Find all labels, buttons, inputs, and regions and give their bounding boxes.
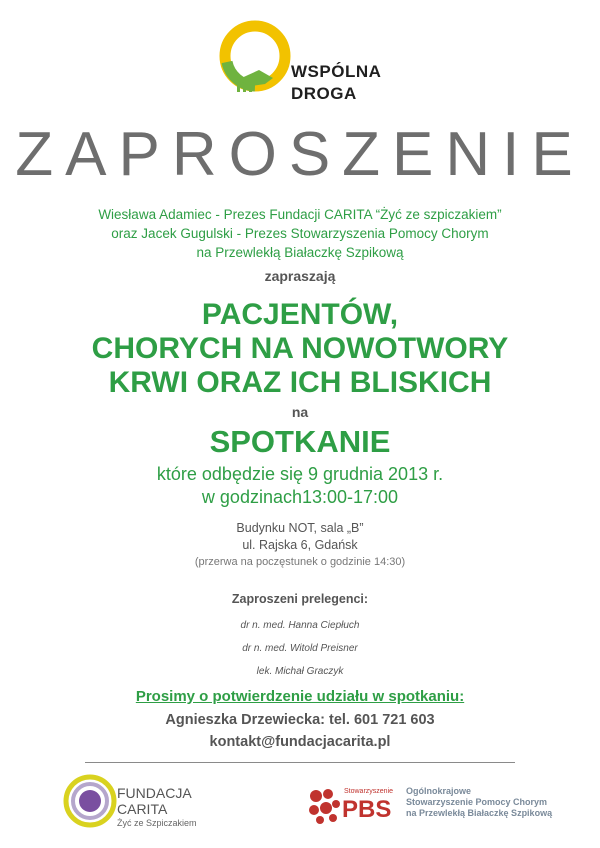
organizer-line: na Przewlekłą Białaczkę Szpikową bbox=[196, 245, 404, 260]
venue-address: ul. Rajska 6, Gdańsk bbox=[242, 538, 358, 552]
pbs-logo bbox=[306, 782, 566, 830]
divider bbox=[85, 762, 515, 763]
wspolna-droga-emblem-icon bbox=[215, 18, 295, 100]
headline bbox=[0, 298, 600, 400]
pbs-line: Ogólnokrajowe bbox=[406, 786, 472, 796]
speaker-item: lek. Michał Graczyk bbox=[256, 666, 344, 677]
organizers bbox=[0, 205, 600, 262]
carita-emblem-icon bbox=[62, 773, 118, 829]
headline-line: CHORYCH NA NOWOTWORY bbox=[91, 332, 509, 365]
contact-phone: Agnieszka Drzewiecka: tel. 601 721 603 bbox=[165, 712, 435, 728]
carita-name-1: FUNDACJA bbox=[117, 785, 192, 801]
logo-word-2: DROGA bbox=[291, 84, 357, 103]
carita-name-2: CARITA bbox=[117, 801, 168, 817]
pbs-full-name bbox=[406, 786, 552, 819]
break-note: (przerwa na poczęstunek o godzinie 14:30) bbox=[194, 556, 406, 568]
venue bbox=[0, 520, 600, 554]
speaker-item: dr n. med. Witold Preisner bbox=[242, 643, 358, 654]
organizer-line: Wiesława Adamiec - Prezes Fundacji CARITA “Żyć ze szpiczakiem” bbox=[98, 207, 502, 222]
headline-line: KRWI ORAZ ICH BLISKICH bbox=[108, 366, 492, 399]
carita-tagline: Żyć ze Szpiczakiem bbox=[117, 818, 197, 828]
page-title: ZAPROSZENIE bbox=[15, 120, 585, 189]
headline-line: PACJENTÓW, bbox=[201, 298, 399, 331]
carita-logo bbox=[62, 773, 242, 835]
speaker-item: dr n. med. Hanna Ciepłuch bbox=[240, 620, 360, 631]
event-date: które odbędzie się 9 grudnia 2013 r. bbox=[156, 464, 444, 484]
event-hours: w godzinach13:00-17:00 bbox=[201, 487, 399, 507]
organizer-line: oraz Jacek Gugulski - Prezes Stowarzyszenia Pomocy Chorym bbox=[111, 226, 489, 241]
confirm-note: Prosimy o potwierdzenie udziału w spotkaniu: bbox=[135, 688, 465, 705]
pbs-line: na Przewlekłą Białaczkę Szpikową bbox=[406, 808, 553, 818]
contact-email: kontakt@fundacjacarita.pl bbox=[209, 734, 391, 750]
invite-word: zapraszają bbox=[264, 268, 336, 284]
event-when bbox=[0, 463, 600, 509]
wspolna-droga-logo bbox=[215, 18, 390, 108]
logo-word-1: WSPÓLNA bbox=[291, 62, 382, 81]
pbs-abbr: PBS bbox=[342, 796, 392, 823]
speakers-heading: Zaproszeni prelegenci: bbox=[231, 592, 369, 606]
venue-building: Budynku NOT, sala „B” bbox=[236, 521, 364, 535]
pbs-line: Stowarzyszenie Pomocy Chorym bbox=[406, 797, 548, 807]
meeting-title: SPOTKANIE bbox=[209, 424, 391, 459]
pbs-emblem-icon bbox=[306, 786, 342, 826]
pbs-small-label: Stowarzyszenie bbox=[344, 788, 394, 795]
na-word: na bbox=[291, 404, 309, 420]
